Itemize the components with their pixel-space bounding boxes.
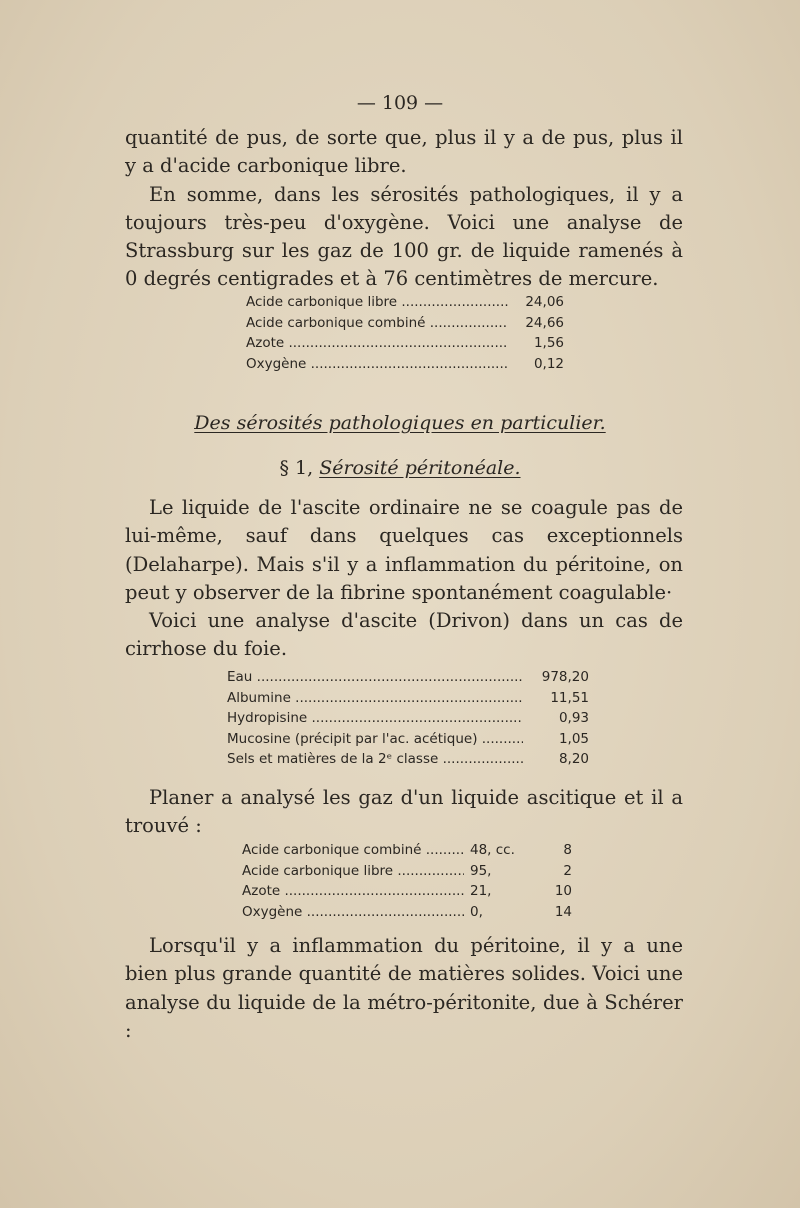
row-value-fraction: 8 <box>563 842 572 858</box>
row-label: Azote ..... <box>246 333 508 354</box>
table-row <box>242 840 572 861</box>
subsection-heading <box>0 457 800 479</box>
row-label: Azote ..... <box>242 881 464 902</box>
subsection-number: § 1, <box>279 457 314 479</box>
row-label: Acide carbonique libre ..... <box>242 861 464 882</box>
row-label: Eau ..... <box>227 667 523 688</box>
row-value: 8,20 <box>558 751 589 768</box>
text-block-top <box>125 124 683 294</box>
text-block-bottom <box>125 932 683 1045</box>
paragraph-continuation: quantité de pus, de sorte que, plus il y a de pus, plus il y a d'acide carbonique libre. <box>125 126 683 178</box>
page-number: — 109 — <box>356 92 444 114</box>
table-row <box>227 729 589 750</box>
table-row <box>246 292 564 313</box>
row-label: Oxygène ..... <box>246 354 508 375</box>
row-label: Albumine ..... <box>227 688 523 709</box>
table-row <box>242 902 572 923</box>
table-row <box>246 354 564 375</box>
gas-analysis-table-strassburg <box>246 292 564 374</box>
text-block-planer <box>125 784 683 841</box>
paragraph-strassburg: En somme, dans les sérosités pathologiques, il y a toujours très-peu d'oxygène. Voici une analyse de Strassburg sur les gaz de 100 gr. de liquide ramenés à 0 degrés centigrades et à 76 centimètres de mercure. <box>125 182 683 291</box>
row-value-cc: 0, <box>470 903 483 920</box>
row-value-cc: 48, cc. <box>470 842 515 858</box>
row-label: Acide carbonique combiné ..... <box>246 313 508 334</box>
table-row <box>242 881 572 902</box>
row-label: Mucosine (précipit par l'ac. acétique) ..... <box>227 729 523 750</box>
text-block-ascite <box>125 494 683 664</box>
table-row <box>246 333 564 354</box>
row-label: Acide carbonique libre ..... <box>246 292 508 313</box>
paragraph-ascite: Le liquide de l'ascite ordinaire ne se coagule pas de lui-même, sauf dans quelques cas exceptionnels (Delaharpe). Mais s'il y a inflammation du péritoine, on peut y observer de la fibrine spontanément coagulable· <box>125 496 683 604</box>
row-value-fraction: 2 <box>563 862 572 879</box>
row-label: Sels et matières de la 2ᵉ classe ..... <box>227 749 523 770</box>
table-row <box>227 667 589 688</box>
table-row <box>227 749 589 770</box>
table-row <box>242 861 572 882</box>
row-value: 1,56 <box>533 335 564 352</box>
section-heading-text: Des sérosités pathologiques en particulier. <box>194 412 606 434</box>
paragraph-drivon: Voici une analyse d'ascite (Drivon) dans un cas de cirrhose du foie. <box>125 609 683 661</box>
row-label: Oxygène ..... <box>242 902 464 923</box>
paragraph-scherer: Lorsqu'il y a inflammation du péritoine, il y a une bien plus grande quantité de matières solides. Voici une analyse du liquide de la métro-péritonite, due à Schérer : <box>125 934 683 1042</box>
row-value: 0,93 <box>558 710 589 727</box>
row-value-fraction: 10 <box>554 883 572 900</box>
row-value-cc: 21, <box>470 883 492 900</box>
row-value-cc: 95, <box>470 862 492 879</box>
row-value: 0,12 <box>533 355 564 372</box>
ascite-analysis-table-drivon <box>227 667 589 770</box>
table-row <box>246 313 564 334</box>
row-value: 24,66 <box>525 314 564 331</box>
row-value: 978,20 <box>541 669 589 685</box>
row-value: 1,05 <box>558 730 589 747</box>
paragraph-planer: Planer a analysé les gaz d'un liquide ascitique et il a trouvé : <box>125 786 683 838</box>
row-value: 11,51 <box>550 689 589 706</box>
section-heading <box>0 412 800 434</box>
row-value-fraction: 14 <box>554 903 572 920</box>
row-label: Acide carbonique combiné ..... <box>242 840 464 861</box>
row-value: 24,06 <box>525 294 564 310</box>
table-row <box>227 708 589 729</box>
gas-analysis-table-planer <box>242 840 572 922</box>
row-label: Hydropisine ..... <box>227 708 523 729</box>
subsection-title: Sérosité péritonéale. <box>319 457 521 479</box>
table-row <box>227 688 589 709</box>
